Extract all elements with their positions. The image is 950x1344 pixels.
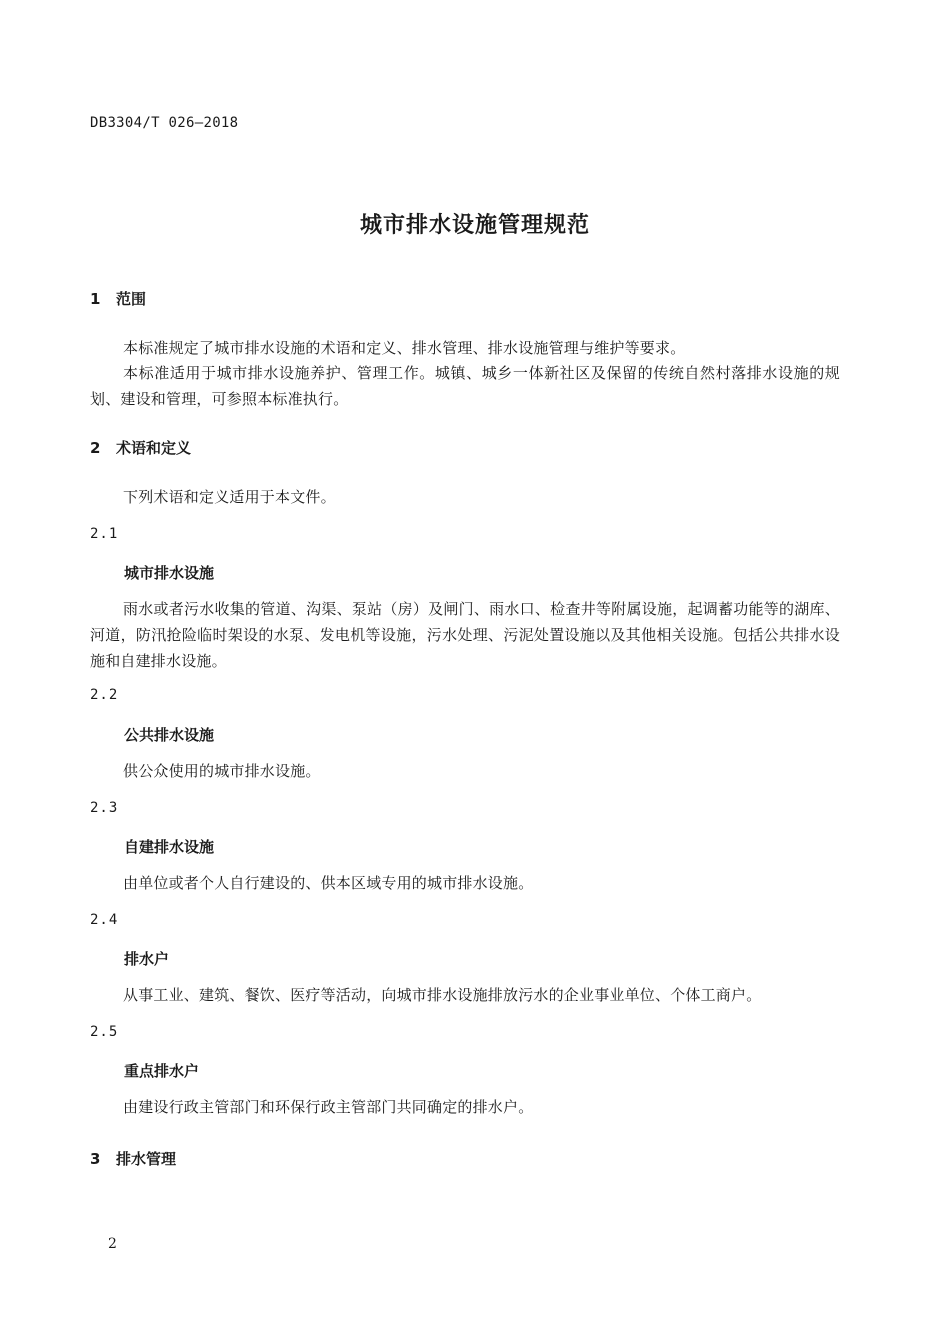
page-number: 2 bbox=[108, 1236, 117, 1252]
section-2-number: 2 bbox=[90, 439, 101, 457]
section-2-title: 术语和定义 bbox=[116, 439, 192, 457]
section-1-number: 1 bbox=[90, 290, 101, 308]
document-code: DB3304/T 026—2018 bbox=[90, 115, 239, 131]
term-2-3-number: 2.3 bbox=[90, 800, 119, 816]
term-2-3-definition: 由单位或者个人自行建设的、供本区域专用的城市排水设施。 bbox=[123, 874, 534, 892]
section-2-heading bbox=[90, 437, 191, 458]
section-3-number: 3 bbox=[90, 1150, 101, 1168]
term-2-4-number: 2.4 bbox=[90, 912, 119, 928]
term-2-1-definition: 雨水或者污水收集的管道、沟渠、泵站（房）及闸门、雨水口、检查井等附属设施，起调蓄功能等的湖库、河道，防汛抢险临时架设的水泵、发电机等设施，污水处理、污泥处置设施以及其他相关设施。包括公共排水设施和自建排水设施。 bbox=[90, 600, 840, 670]
section-1-paragraph-2: 本标准适用于城市排水设施养护、管理工作。城镇、城乡一体新社区及保留的传统自然村落排水设施的规划、建设和管理，可参照本标准执行。 bbox=[90, 364, 840, 408]
term-2-5-definition: 由建设行政主管部门和环保行政主管部门共同确定的排水户。 bbox=[123, 1098, 534, 1116]
section-1-paragraph-1: 本标准规定了城市排水设施的术语和定义、排水管理、排水设施管理与维护等要求。 bbox=[123, 339, 686, 357]
term-2-4-name: 排水户 bbox=[124, 950, 170, 968]
term-2-4-definition: 从事工业、建筑、餐饮、医疗等活动，向城市排水设施排放污水的企业事业单位、个体工商户。 bbox=[123, 986, 762, 1004]
term-2-1-name: 城市排水设施 bbox=[124, 564, 215, 582]
section-1-title: 范围 bbox=[116, 290, 147, 308]
document-title: 城市排水设施管理规范 bbox=[359, 213, 590, 238]
section-3-heading bbox=[90, 1148, 176, 1169]
term-2-3-name: 自建排水设施 bbox=[124, 838, 215, 856]
term-2-2-definition: 供公众使用的城市排水设施。 bbox=[123, 762, 321, 780]
section-2-intro: 下列术语和定义适用于本文件。 bbox=[123, 488, 336, 506]
term-2-5-name: 重点排水户 bbox=[124, 1062, 200, 1080]
term-2-1-number: 2.1 bbox=[90, 526, 119, 542]
section-1-heading bbox=[90, 288, 146, 309]
term-2-2-name: 公共排水设施 bbox=[124, 726, 215, 744]
term-2-5-number: 2.5 bbox=[90, 1024, 119, 1040]
section-3-title: 排水管理 bbox=[116, 1150, 177, 1168]
term-2-2-number: 2.2 bbox=[90, 687, 119, 703]
